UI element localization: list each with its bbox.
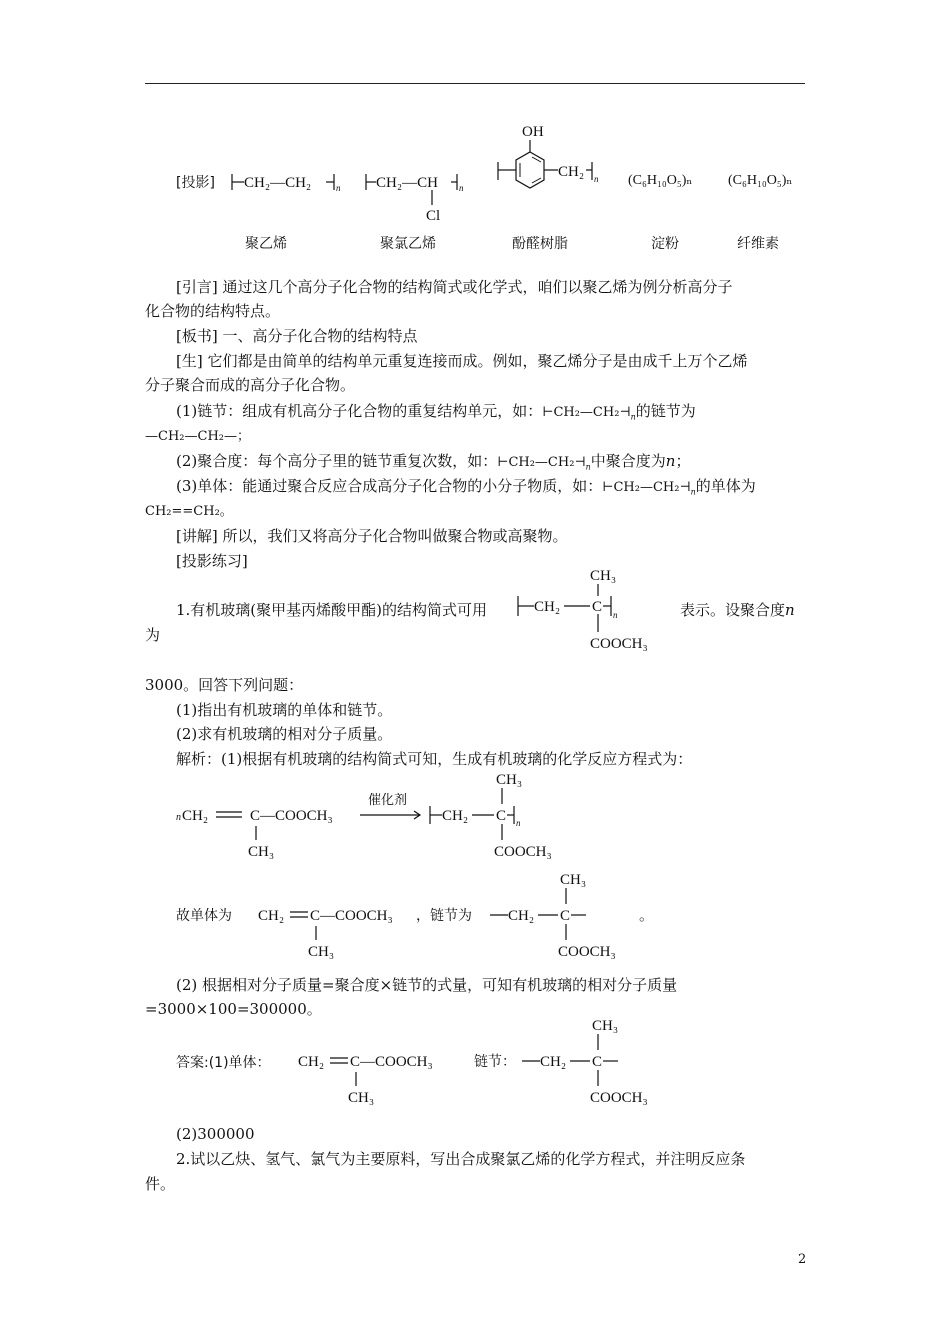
answer-label: 答案:(1)单体： (176, 1055, 271, 1071)
degree-formula: $⊢CH_2—CH_2⊣_n$ (497, 455, 591, 472)
monomer-formula-n: n (690, 487, 696, 497)
exercise-heading: [投影练习] (176, 552, 248, 570)
pmma-ch2: CH₂ (534, 599, 561, 615)
chain-unit-text: (1)链节：组成有机高分子化合物的重复结构单元，如： (176, 402, 543, 420)
starch-formula: (C₆H₁₀O₅)ₙ (628, 173, 693, 188)
sol-chain-label: ，链节为 (416, 908, 472, 924)
monomer-line (176, 474, 756, 505)
degree-formula-n: n (585, 462, 591, 472)
lecture-line: [讲解] 所以，我们又将高分子化合物叫做聚合物或高聚物。 (176, 527, 568, 545)
pmma-n: n (613, 610, 618, 620)
eq-monomer-c: C (250, 808, 261, 824)
pmma-polymer-formula (514, 562, 664, 662)
q1-part-2: (2)求有机玻璃的相对分子质量。 (176, 725, 393, 743)
q1-tail-text: 表示。设聚合度 (680, 601, 786, 619)
ans-chain-label: 链节： (474, 1054, 516, 1070)
degree-formula-text: CH₂—CH₂ (508, 455, 575, 470)
polyethylene-formula (228, 160, 348, 200)
monomer-formula: $⊢CH_2—CH_2⊣_n$ (602, 480, 696, 497)
ans-chain-ch3: CH₃ (592, 1018, 619, 1034)
sol-chain-ch3: CH₃ (560, 872, 587, 888)
eq-product-n: n (516, 818, 521, 828)
ans-monomer-ch3: CH₃ (348, 1090, 375, 1106)
board-heading: [板书] 一、高分子化合物的结构特点 (176, 327, 418, 345)
q1-n: n (785, 601, 795, 619)
sol-monomer-label: 故单体为 (176, 908, 232, 924)
pvc-formula (362, 160, 482, 226)
degree-text: (2)聚合度：每个高分子里的链节重复次数，如： (176, 452, 498, 470)
pvc-n: n (459, 183, 464, 193)
eq-catalyst: 催化剂 (368, 793, 408, 808)
sol-chain-ch2: CH₂ (508, 908, 535, 924)
student-line-2: 分子聚合而成的高分子化合物。 (145, 376, 356, 394)
sol-monomer-ch2: CH₂ (258, 908, 285, 924)
answer-part-2: (2)300000 (176, 1125, 255, 1143)
degree-n: n (665, 452, 676, 470)
eq-product-c: C (496, 808, 507, 824)
sol-period: 。 (639, 908, 655, 924)
pvc-text: CH₂—CH (376, 175, 438, 191)
sol-monomer-chain (256, 866, 656, 966)
chain-unit-n: n (630, 412, 636, 422)
phenol-n: n (594, 174, 599, 184)
pvc-cl: Cl (426, 208, 441, 224)
sol-part-2-value: =3000×100=300000。 (145, 1000, 322, 1018)
eq-product-cooch3: COOCH₃ (494, 844, 552, 860)
sol-part-2: (2) 根据相对分子质量=聚合度×链节的式量，可知有机玻璃的相对分子质量 (176, 976, 678, 994)
q1-tail (680, 598, 795, 622)
label-cellulose: 纤维素 (737, 236, 779, 252)
monomer-result: CH₂==CH₂。 (145, 504, 233, 519)
projection-tag: [投影] (176, 175, 215, 191)
pe-text: CH₂—CH₂ (244, 175, 312, 191)
reaction-equation (176, 766, 616, 866)
eq-n-coef: n (176, 812, 181, 823)
q1-part-1: (1)指出有机玻璃的单体和链节。 (176, 701, 393, 719)
ans-chain-ch2: CH₂ (540, 1054, 567, 1070)
sol-monomer-c: C (310, 908, 321, 924)
chain-unit-formula-text: CH₂—CH₂ (553, 405, 620, 420)
pmma-cooch3: COOCH₃ (590, 636, 648, 652)
intro-line-1: [引言] 通过这几个高分子化合物的结构简式或化学式，咱们以聚乙烯为例分析高分子 (176, 278, 733, 296)
phenolic-resin-formula (492, 118, 622, 218)
eq-monomer-coo: —COOCH₃ (260, 808, 333, 824)
label-pvc: 聚氯乙烯 (380, 236, 436, 252)
label-phenolic-resin: 酚醛树脂 (512, 236, 568, 252)
chain-unit-result: —CH₂—CH₂—； (145, 429, 250, 444)
q1-value: 3000。回答下列问题： (145, 676, 304, 694)
phenol-ch2: CH₂ (558, 164, 585, 180)
sol-monomer-coo: —COOCH₃ (320, 908, 393, 924)
eq-monomer-ch3: CH₃ (248, 844, 275, 860)
header-rule (145, 83, 805, 84)
q1-text: 1.有机玻璃(聚甲基丙烯酸甲酯)的结构简式可用 (176, 601, 488, 619)
chain-unit-line (176, 399, 696, 430)
phenol-oh: OH (522, 124, 544, 140)
intro-line-2: 化合物的结构特点。 (145, 302, 281, 320)
label-polyethylene: 聚乙烯 (245, 236, 287, 252)
ans-monomer-coo: —COOCH₃ (360, 1054, 433, 1070)
q2-line-2: 件。 (145, 1175, 176, 1193)
sol-chain-cooch3: COOCH₃ (558, 944, 616, 960)
monomer-text: (3)单体：能通过聚合反应合成高分子化合物的小分子物质，如： (176, 477, 603, 495)
degree-text-2: 中聚合度为 (590, 452, 666, 470)
pmma-ch3-top: CH₃ (590, 568, 617, 584)
eq-monomer-ch2: CH₂ (182, 808, 209, 824)
ans-chain-c: C (592, 1054, 603, 1070)
sol-chain-c: C (560, 908, 571, 924)
monomer-text-2: 的单体为 (695, 477, 756, 495)
q2-line-1: 2.试以乙炔、氢气、氯气为主要原料，写出合成聚氯乙烯的化学方程式，并注明反应条 (176, 1150, 746, 1168)
degree-end: ； (675, 452, 691, 470)
answer-formulas (296, 1012, 676, 1112)
eq-product-ch3: CH₃ (496, 772, 523, 788)
page-number: 2 (798, 1252, 807, 1267)
solution-intro: 解析：(1)根据有机玻璃的结构简式可知，生成有机玻璃的化学反应方程式为： (176, 750, 693, 768)
pe-n: n (336, 183, 341, 193)
chain-unit-text-2: 的链节为 (635, 402, 696, 420)
chain-unit-formula: $⊢CH_2—CH_2⊣_n$ (542, 405, 636, 422)
ans-monomer-c: C (350, 1054, 361, 1070)
sol-monomer-ch3: CH₃ (308, 944, 335, 960)
monomer-formula-text: CH₂—CH₂ (613, 480, 680, 495)
student-line-1: [生] 它们都是由简单的结构单元重复连接而成。例如，聚乙烯分子是由成千上万个乙烯 (176, 352, 748, 370)
cellulose-formula: (C₆H₁₀O₅)ₙ (728, 173, 793, 188)
label-starch: 淀粉 (651, 236, 679, 252)
pmma-c: C (592, 599, 603, 615)
q1-wrap: 为 (145, 626, 161, 644)
ans-monomer-ch2: CH₂ (298, 1054, 325, 1070)
ans-chain-cooch3: COOCH₃ (590, 1090, 648, 1106)
eq-product-ch2: CH₂ (442, 808, 469, 824)
